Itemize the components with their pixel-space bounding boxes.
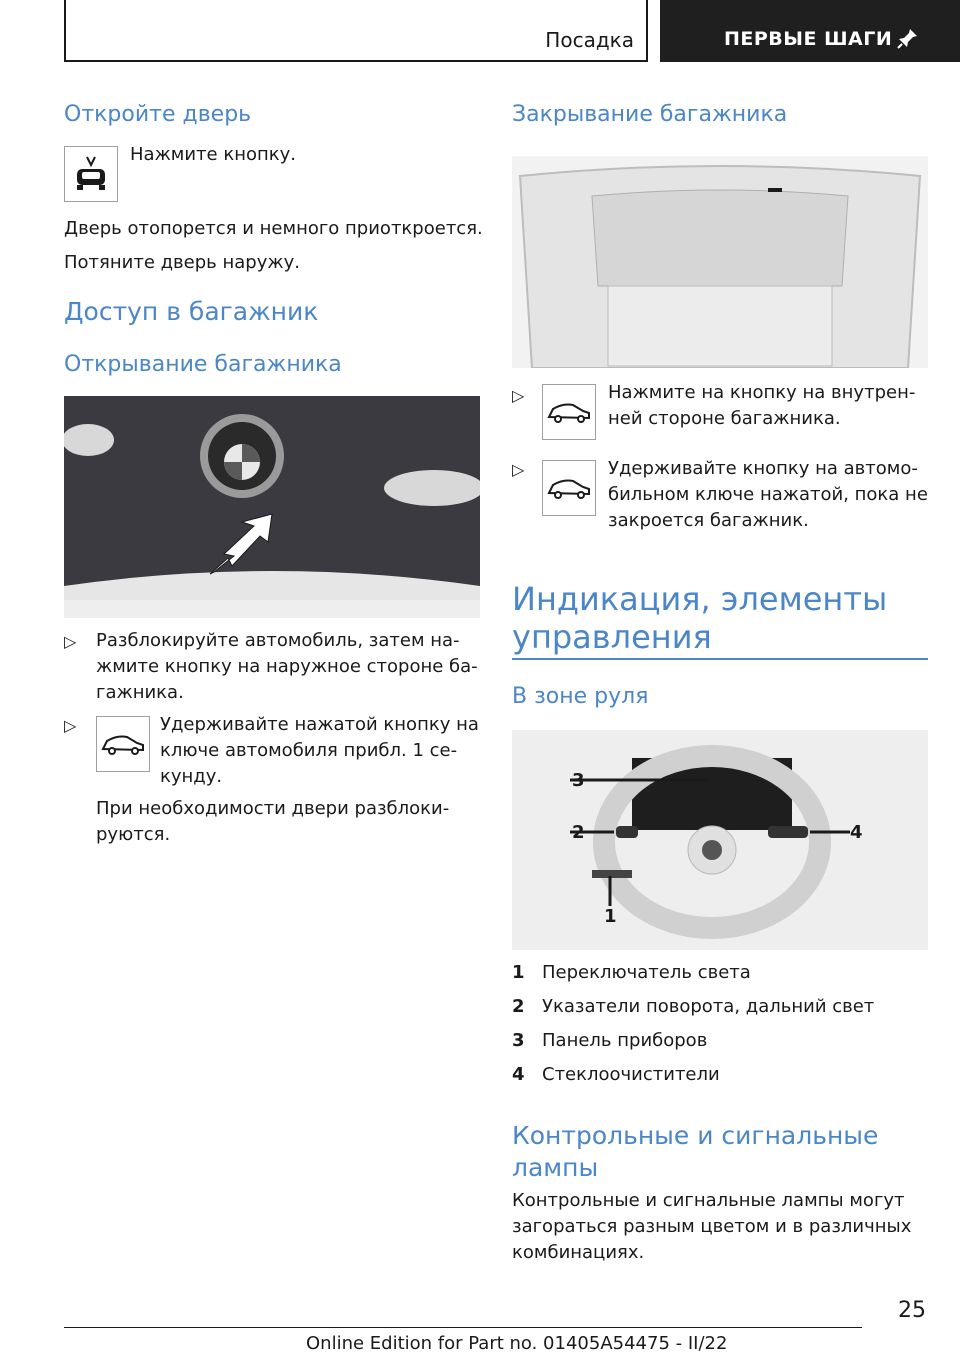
press-button-text: Нажмите кнопку. [130, 144, 297, 165]
warning-lamps-text: Контрольные и сигнальные лампы могут загораться разным цветом и в различных комбинациях. [512, 1190, 912, 1263]
car-door-icon [65, 147, 117, 201]
pin-icon [896, 26, 920, 50]
car-trunk-icon [543, 461, 595, 515]
warning-lamps-heading: Контрольные и сигнальные лампы [512, 1121, 879, 1182]
heading-rule [512, 658, 928, 660]
indicators-heading: Индикация, элементы управления [512, 580, 888, 656]
interior-trunk-icon-box [542, 384, 596, 440]
legend-label: Панель приборов [542, 1030, 708, 1051]
key-close-trunk-icon-box [542, 460, 596, 516]
page-number: 25 [898, 1298, 926, 1323]
close-trunk-bullet-2: Удерживайте кнопку на автомо- бильном ключе нажатой, пока не закроется багажник. [608, 458, 928, 531]
bullet-marker: ▷ [64, 716, 77, 735]
footer-rule [64, 1327, 862, 1328]
callout-3: 3 [572, 770, 585, 791]
legend-label: Стеклоочистители [542, 1064, 720, 1085]
edition-note: Online Edition for Part no. 01405A54475 - II/22 [306, 1333, 728, 1354]
header-section-box [64, 0, 648, 62]
car-trunk-icon [543, 385, 595, 439]
door-unlocks-text: Дверь отопорется и немного приоткроется. [64, 218, 483, 239]
trunk-interior-photo [512, 156, 928, 368]
callout-1: 1 [604, 906, 617, 927]
bullet-marker: ▷ [512, 386, 525, 405]
callout-4: 4 [850, 822, 863, 843]
legend-num: 4 [512, 1064, 525, 1085]
legend-num: 3 [512, 1030, 525, 1051]
trunk-interior-illustration [512, 156, 928, 368]
open-door-heading: Откройте дверь [64, 102, 252, 127]
pull-door-text: Потяните дверь наружу. [64, 252, 300, 273]
legend-num: 2 [512, 996, 525, 1017]
callout-2: 2 [572, 822, 585, 843]
header-chapter-title: ПЕРВЫЕ ШАГИ [724, 28, 893, 50]
close-trunk-heading: Закрывание багажника [512, 102, 788, 127]
close-trunk-bullet-1: Нажмите на кнопку на внутрен- ней стороне багажника. [608, 382, 916, 429]
trunk-doors-note: При необходимости двери разблоки- руются. [96, 798, 450, 845]
unlock-door-icon-box [64, 146, 118, 202]
bullet-marker: ▷ [64, 632, 77, 651]
trunk-open-subheading: Открывание багажника [64, 352, 342, 377]
legend-label: Переключатель света [542, 962, 751, 983]
car-trunk-icon [97, 717, 149, 771]
bullet-marker: ▷ [512, 460, 525, 479]
trunk-bullet-1: Разблокируйте автомобиль, затем на- жмите кнопку на наружное стороне ба- гажника. [96, 630, 478, 703]
trunk-bullet-2: Удерживайте нажатой кнопку на ключе автомобиля прибл. 1 се- кунду. [160, 714, 479, 787]
steering-subheading: В зоне руля [512, 684, 649, 709]
trunk-lid-illustration [64, 396, 480, 618]
header-chapter-box [660, 0, 960, 62]
legend-num: 1 [512, 962, 525, 983]
legend-label: Указатели поворота, дальний свет [542, 996, 875, 1017]
key-trunk-icon-box [96, 716, 150, 772]
cockpit-photo [512, 730, 928, 950]
trunk-button-photo [64, 396, 480, 618]
trunk-access-heading: Доступ в багажник [64, 297, 319, 326]
header-section-title: Посадка [545, 28, 634, 52]
